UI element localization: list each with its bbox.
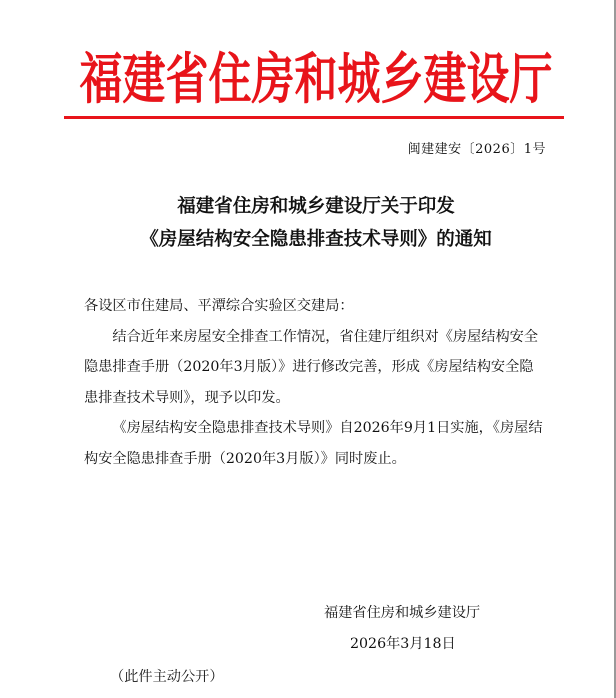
notice-title [60, 190, 572, 256]
document-number: 闽建建安〔2026〕1号 [407, 142, 546, 157]
notice-title-line-2: 《房屋结构安全隐患排查技术导则》的通知 [140, 229, 492, 250]
disclosure-note: （此件主动公开） [110, 669, 224, 685]
issuing-authority: 福建省住房和城乡建设厅 [324, 605, 481, 621]
masthead-title: 福建省住房和城乡建设厅 [79, 47, 553, 112]
body-paragraph-1: 结合近年来房屋安全排查工作情况，省住建厅组织对《房屋结构安全隐患排查手册（2020年3月版）》进行修改完善，形成《房屋结构安全隐患排查技术导则》，现予以印发。 [84, 328, 539, 406]
red-separator-line [64, 116, 564, 119]
body-paragraph-2: 《房屋结构安全隐患排查技术导则》自2026年9月1日实施，《房屋结构安全隐患排查手册（2020年3月版）》同时废止。 [84, 420, 543, 467]
notice-title-line-1: 福建省住房和城乡建设厅关于印发 [177, 196, 455, 217]
notice-body [84, 291, 544, 474]
salutation: 各设区市住建局、平潭综合实验区交建局： [84, 298, 354, 314]
issue-date: 2026年3月18日 [350, 636, 456, 652]
